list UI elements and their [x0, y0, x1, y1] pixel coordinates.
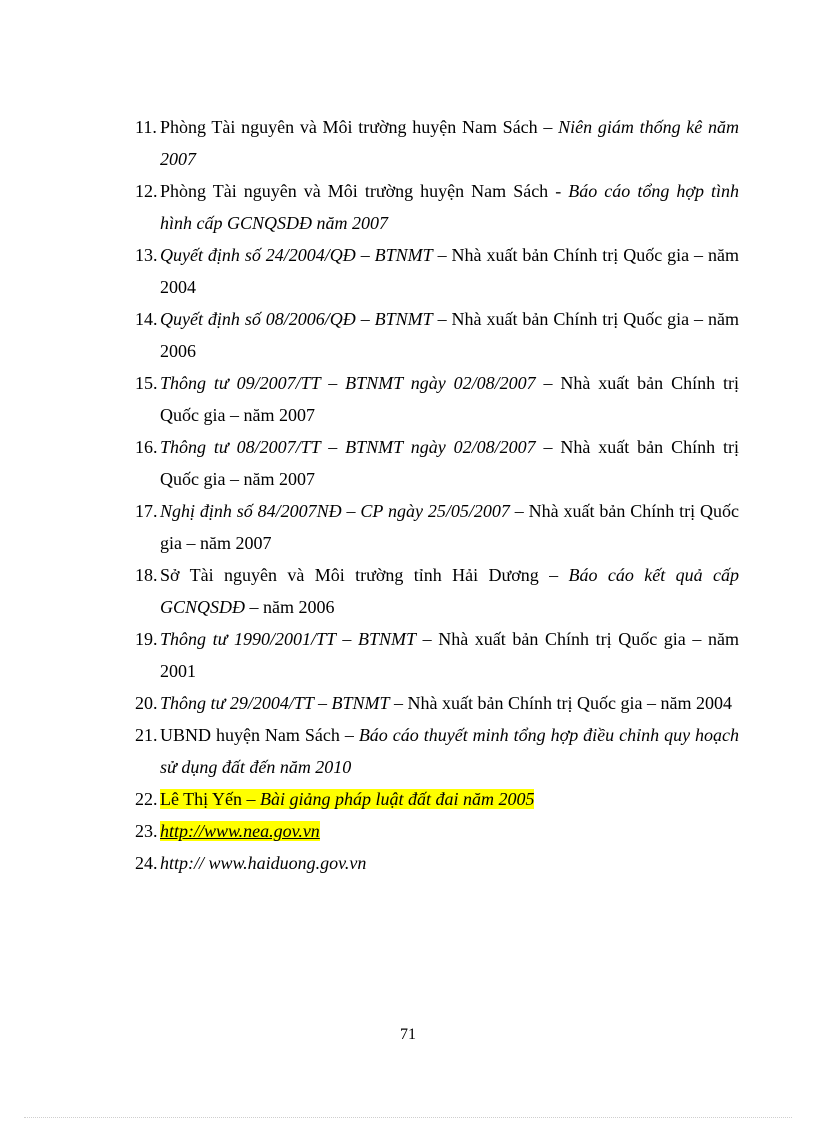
reference-number: 14. — [135, 309, 158, 329]
reference-number: 24. — [135, 853, 158, 873]
reference-number: 23. — [135, 821, 158, 841]
reference-publisher: – Nhà xuất bản Chính trị Quốc gia – năm 2004 — [160, 245, 739, 297]
reference-title: Báo cáo thuyết minh tổng hợp điều chỉnh quy hoạch sử dụng đất đến năm 2010 — [160, 725, 740, 777]
reference-title: Thông tư 1990/2001/TT – BTNMT — [160, 629, 416, 649]
reference-title: Báo cáo tổng hợp tình hình cấp GCNQSDĐ năm 2007 — [160, 181, 740, 233]
reference-separator: – — [339, 725, 359, 745]
reference-number: 22. — [135, 789, 158, 809]
reference-publisher: – Nhà xuất bản Chính trị Quốc gia – năm 2004 — [389, 693, 732, 713]
reference-title: Thông tư 09/2007/TT – BTNMT ngày 02/08/2007 — [160, 373, 536, 393]
reference-item — [135, 367, 739, 431]
reference-separator: – — [537, 117, 559, 137]
reference-item — [135, 815, 739, 847]
reference-publisher: – năm 2006 — [245, 597, 335, 617]
page-bottom-divider — [24, 1117, 792, 1118]
reference-author: Phòng Tài nguyên và Môi trường huyện Nam Sách — [160, 117, 538, 137]
reference-publisher: – Nhà xuất bản Chính trị Quốc gia – năm 2007 — [160, 501, 739, 553]
reference-item — [135, 431, 739, 495]
reference-number: 17. — [135, 501, 158, 521]
reference-author: UBND huyện Nam Sách — [160, 725, 340, 745]
reference-number: 16. — [135, 437, 158, 457]
reference-separator: - — [548, 181, 569, 201]
reference-separator: – — [241, 789, 260, 809]
reference-number: 11. — [135, 117, 157, 137]
reference-number: 13. — [135, 245, 158, 265]
reference-number: 15. — [135, 373, 158, 393]
reference-author: Phòng Tài nguyên và Môi trường huyện Nam Sách — [160, 181, 549, 201]
reference-number: 18. — [135, 565, 158, 585]
reference-item — [135, 239, 739, 303]
reference-publisher: – Nhà xuất bản Chính trị Quốc gia – năm 2001 — [160, 629, 739, 681]
reference-link[interactable]: http://www.nea.gov.vn — [160, 821, 320, 841]
reference-item — [135, 623, 739, 687]
reference-number: 20. — [135, 693, 158, 713]
reference-title: Nghị định số 84/2007NĐ – CP ngày 25/05/2007 — [160, 501, 510, 521]
reference-item — [135, 719, 739, 783]
reference-item — [135, 783, 739, 815]
reference-number: 12. — [135, 181, 158, 201]
reference-title: Thông tư 29/2004/TT – BTNMT — [160, 693, 390, 713]
reference-item — [135, 495, 739, 559]
page-number: 71 — [400, 1026, 416, 1043]
reference-item — [135, 111, 739, 175]
reference-url: http:// www.haiduong.gov.vn — [160, 853, 367, 873]
reference-item — [135, 303, 739, 367]
reference-number: 21. — [135, 725, 158, 745]
reference-title: Quyết định số 08/2006/QĐ – BTNMT — [160, 309, 433, 329]
reference-publisher: – Nhà xuất bản Chính trị Quốc gia – năm 2006 — [160, 309, 739, 361]
reference-item — [135, 847, 739, 879]
reference-item — [135, 687, 739, 719]
reference-publisher: – Nhà xuất bản Chính trị Quốc gia – năm 2007 — [160, 437, 739, 489]
reference-author: Lê Thị Yến — [160, 789, 242, 809]
reference-list — [135, 111, 739, 879]
reference-item — [135, 175, 739, 239]
reference-separator: – — [538, 565, 569, 585]
reference-title: Báo cáo kết quả cấp GCNQSDĐ — [160, 565, 740, 617]
reference-item — [135, 559, 739, 623]
reference-number: 19. — [135, 629, 158, 649]
reference-title: Niên giám thống kê năm 2007 — [160, 117, 739, 169]
reference-author: Sở Tài nguyên và Môi trường tỉnh Hải Dương — [160, 565, 539, 585]
reference-publisher: – Nhà xuất bản Chính trị Quốc gia – năm 2007 — [160, 373, 739, 425]
reference-title: Quyết định số 24/2004/QĐ – BTNMT — [160, 245, 433, 265]
reference-title: Thông tư 08/2007/TT – BTNMT ngày 02/08/2007 — [160, 437, 536, 457]
reference-title: Bài giảng pháp luật đất đai năm 2005 — [259, 789, 535, 809]
